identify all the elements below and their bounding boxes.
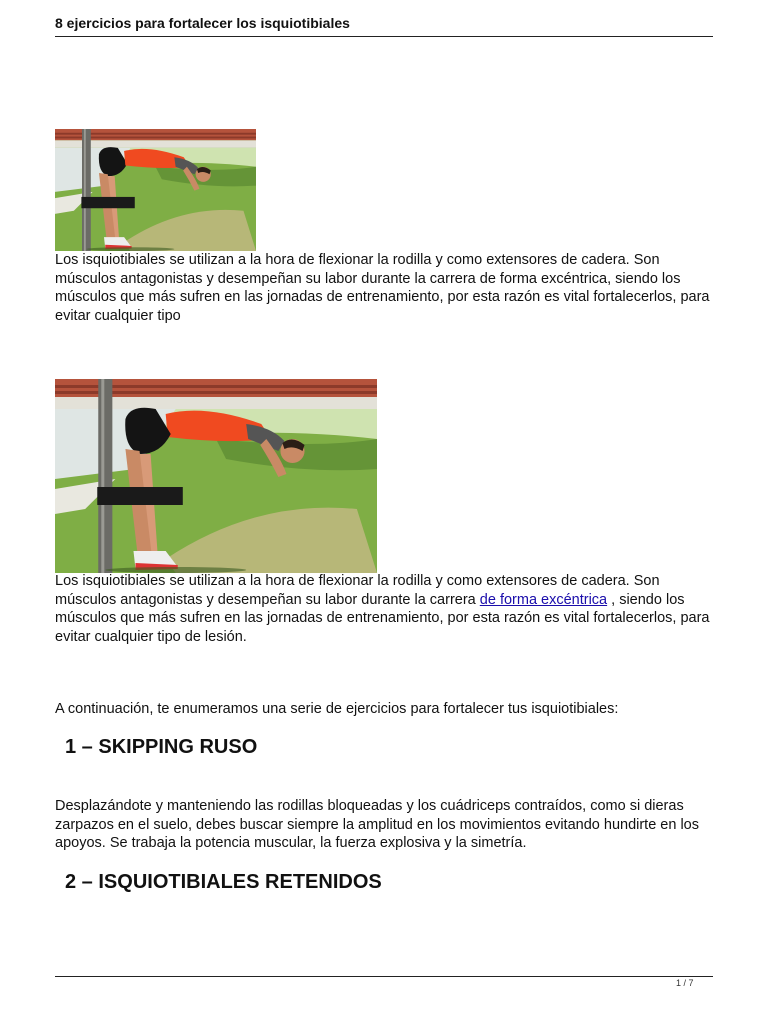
section-1-paragraph: Desplazándote y manteniendo las rodillas bloqueadas y los cuádriceps contraídos, como si dieras zarpazos en el suelo, debes buscar siempre la amplitud en los movimientos evitando hundirte en los apoyos. Se trabaja la potencia muscular, la fuerza explosiva y la simetría.: [55, 798, 699, 851]
page-number: 1 / 7: [676, 978, 694, 988]
paragraph-2-text-after: , siendo los músculos que más sufren en las jornadas de entrenamiento, por esta razón es vital fortalecerlos, para evitar cualquier tipo de lesión.: [55, 591, 710, 645]
footer-rule: [55, 976, 713, 977]
document-header-title: 8 ejercicios para fortalecer los isquiotibiales: [55, 15, 350, 31]
exercise-photo-1: [55, 129, 256, 251]
paragraph-2: [55, 572, 720, 646]
exercise-photo-2: [55, 379, 377, 573]
section-heading-skipping-ruso: 1 – SKIPPING RUSO: [65, 736, 258, 758]
paragraph-1: Los isquiotibiales se utilizan a la hora de flexionar la rodilla y como extensores de cadera. Son músculos antagonistas y desempeñan su labor durante la carrera de forma excéntrica, siendo los músculos que más sufren en las jornadas de entrenamiento, por esta razón es vital fortalecerlos, para evitar cualquier tipo: [55, 252, 710, 324]
paragraph-2-text-before: Los isquiotibiales se utilizan a la hora de flexionar la rodilla y como extensores de cadera. Son músculos antagonistas y desempeñan su labor durante la carrera: [55, 573, 660, 608]
section-heading-isquiotibiales-retenidos: 2 – ISQUIOTIBIALES RETENIDOS: [65, 871, 382, 893]
intro-paragraph: A continuación, te enumeramos una serie de ejercicios para fortalecer tus isquiotibiales:: [55, 701, 619, 717]
header-rule: [55, 36, 713, 37]
eccentric-form-link[interactable]: de forma excéntrica: [479, 591, 608, 608]
